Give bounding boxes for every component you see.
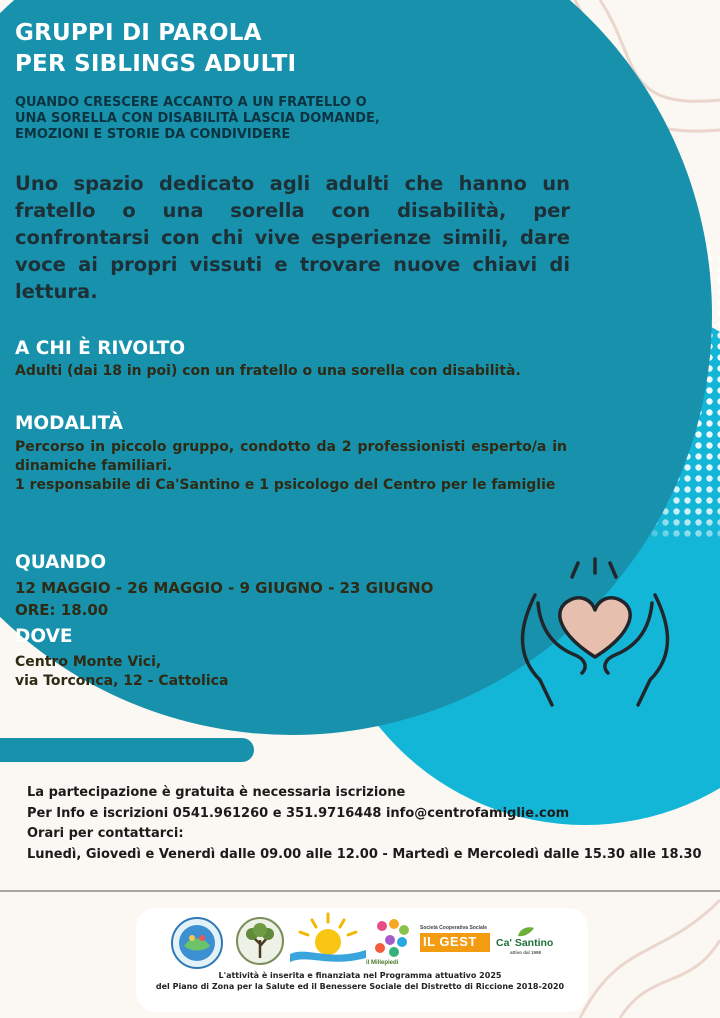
when-heading: QUANDO (15, 552, 107, 573)
where-address (15, 653, 228, 691)
subtitle-line-3: EMOZIONI E STORIE DA CONDIVIDERE (15, 127, 291, 142)
when-dates: 12 MAGGIO - 26 MAGGIO - 9 GIUGNO - 23 GIUGNO (15, 579, 434, 597)
where-line-2: via Torconca, 12 - Cattolica (15, 673, 229, 689)
logo-il-gesto-top: Società Cooperativa Sociale (420, 925, 487, 931)
logo-ca-santino-sub: attivo dal 1998 (510, 950, 542, 955)
info-block (27, 783, 702, 865)
info-line-2: Per Info e iscrizioni 0541.961260 e 351.9716448 info@centrofamiglie.com (27, 805, 570, 821)
logo-family-center (170, 916, 224, 970)
subtitle-line-1: QUANDO CRESCERE ACCANTO A UN FRATELLO O (15, 95, 367, 110)
logo-ca-santino-text: Ca' Santino (496, 937, 554, 949)
logo-il-gesto-text: IL GEST (423, 934, 477, 949)
intro-paragraph: Uno spazio dedicato agli adulti che hanno un fratello o una sorella con disabilità, per confrontarsi con chi vive esperienze simili, dare voce ai propri vissuti e trovare nuove chiavi di lettura. (15, 172, 570, 303)
subtitle-line-2: UNA SORELLA CON DISABILITÀ LASCIA DOMANDE, (15, 111, 380, 126)
info-line-3: Orari per contattarci: (27, 826, 184, 841)
hands-heart-icon (500, 555, 690, 715)
when-time: ORE: 18.00 (15, 601, 109, 619)
teal-bar (0, 738, 254, 762)
subtitle (15, 95, 380, 143)
logo-sun (288, 910, 368, 970)
info-line-4: Lunedì, Giovedì e Venerdì dalle 09.00 alle 12.00 - Martedì e Mercoledì dalle 15.30 alle 18.30 (27, 846, 702, 862)
where-heading: DOVE (15, 626, 73, 647)
page-title (15, 18, 296, 80)
decorative-swirl-bottom (580, 900, 720, 1018)
logo-il-gesto (420, 925, 490, 955)
logo-tree (235, 916, 285, 966)
title-line-1: GRUPPI DI PAROLA (15, 20, 262, 46)
credits-line-2: del Piano di Zona per la Salute ed il Benessere Sociale del Distretto di Riccione 2018-2020 (155, 982, 565, 991)
modality-text (15, 438, 567, 495)
logo-ca-santino (496, 926, 560, 958)
credits (140, 970, 580, 992)
logo-millepiedi-caption: il Millepiedi (366, 960, 399, 966)
modality-text-2: 1 responsabile di Ca'Santino e 1 psicologo del Centro per le famiglie (15, 477, 556, 493)
where-line-1: Centro Monte Vici, (15, 654, 162, 670)
target-text: Adulti (dai 18 in poi) con un fratello o una sorella con disabilità. (15, 363, 521, 379)
credits-line-1: L'attività è inserita e finanziata nel Programma attuativo 2025 (218, 971, 502, 980)
logo-millepiedi (372, 918, 412, 964)
modality-heading: MODALITÀ (15, 413, 123, 434)
target-heading: A CHI È RIVOLTO (15, 338, 186, 359)
modality-text-1: Percorso in piccolo gruppo, condotto da 2 professionisti esperto/a in dinamiche familiari. (15, 439, 567, 474)
title-line-2: PER SIBLINGS ADULTI (15, 51, 297, 77)
info-line-1: La partecipazione è gratuita è necessaria iscrizione (27, 785, 406, 800)
